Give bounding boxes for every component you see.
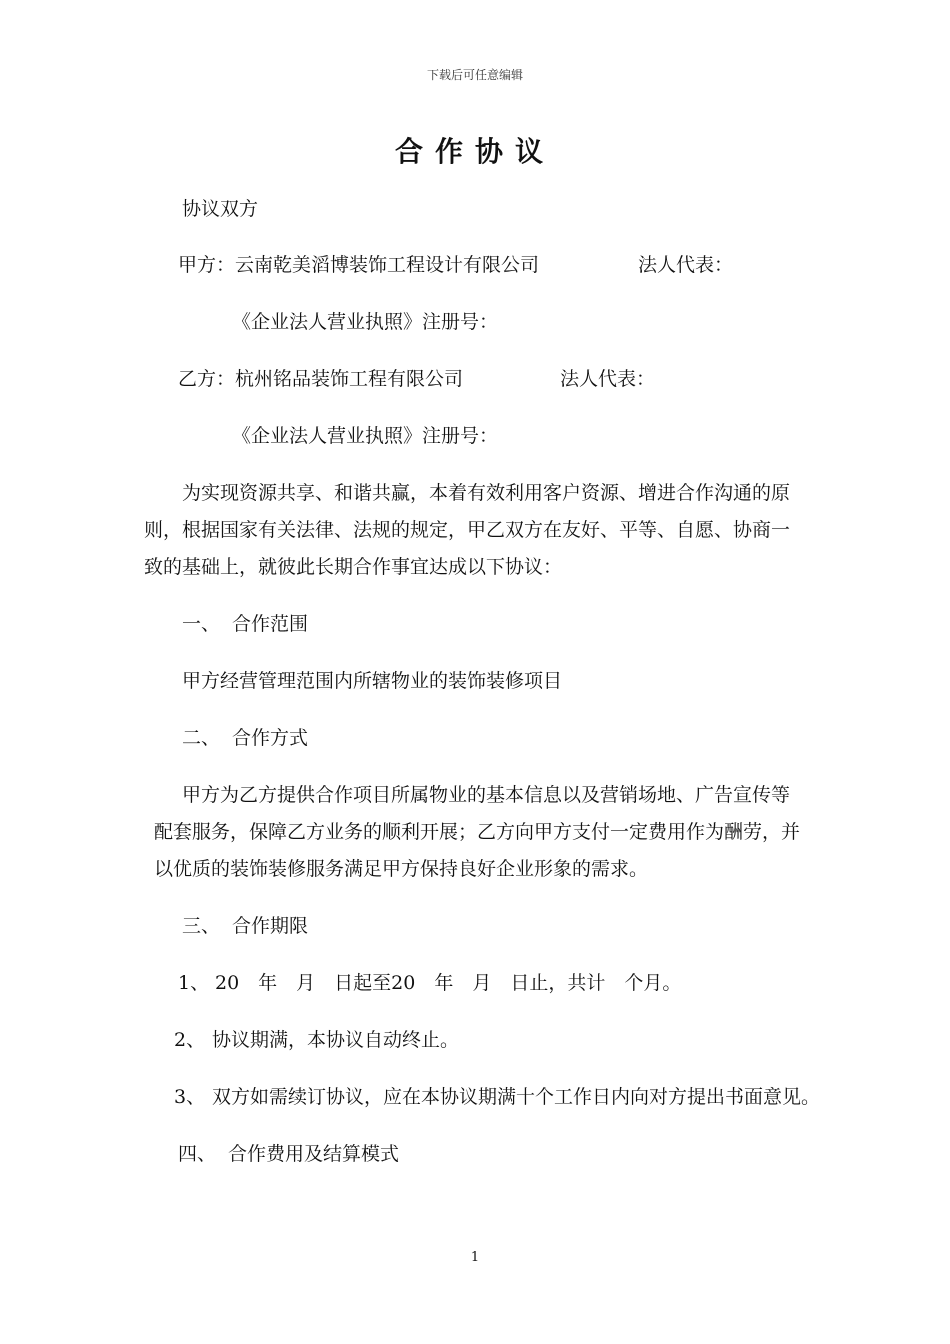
section-1-text: 甲方经营管理范围内所辖物业的装饰装修项目 (182, 670, 563, 692)
parties-heading: 协议双方 (182, 198, 259, 220)
preamble-line: 致的基础上，就彼此长期合作事宜达成以下协议： (144, 556, 563, 578)
party-b-reg-label: 《企业法人营业执照》注册号： (232, 425, 499, 447)
term-item-number: 2、 (174, 1029, 206, 1051)
party-a-name: 甲方：云南乾美滔博装饰工程设计有限公司 (178, 254, 540, 276)
page-number: 1 (470, 1250, 480, 1265)
section-2-line: 以优质的装饰装修服务满足甲方保持良好企业形象的需求。 (154, 858, 649, 880)
term-item-number: 3、 (174, 1086, 206, 1108)
term-item-text: 20 年 月 日起至20 年 月 日止，共计 个月。 (215, 972, 682, 994)
term-item-number: 1、 (178, 972, 210, 994)
header-note: 下载后可任意编辑 (426, 68, 523, 82)
section-1-number: 一、 (182, 613, 221, 635)
section-2-line: 配套服务，保障乙方业务的顺利开展；乙方向甲方支付一定费用作为酬劳，并 (154, 821, 801, 843)
section-4-heading: 合作费用及结算模式 (228, 1143, 400, 1165)
section-3-heading: 合作期限 (232, 915, 309, 937)
section-3-number: 三、 (182, 915, 221, 937)
term-item-text: 双方如需续订协议，应在本协议期满十个工作日内向对方提出书面意见。 (212, 1086, 821, 1108)
section-2-number: 二、 (182, 727, 221, 749)
preamble-line: 则，根据国家有关法律、法规的规定，甲乙双方在友好、平等、自愿、协商一 (144, 519, 791, 541)
section-2-line: 甲方为乙方提供合作项目所属物业的基本信息以及营销场地、广告宣传等 (182, 784, 791, 806)
section-1-heading: 合作范围 (232, 613, 309, 635)
section-4-number: 四、 (178, 1143, 217, 1165)
party-a-reg-label: 《企业法人营业执照》注册号： (232, 311, 499, 333)
party-b-name: 乙方：杭州铭品装饰工程有限公司 (178, 368, 464, 390)
section-2-heading: 合作方式 (232, 727, 309, 749)
party-a-rep-label: 法人代表： (638, 254, 734, 276)
document-title: 合作协议 (394, 135, 555, 168)
term-item-text: 协议期满，本协议自动终止。 (212, 1029, 460, 1051)
preamble-line: 为实现资源共享、和谐共赢，本着有效利用客户资源、增进合作沟通的原 (182, 482, 791, 504)
party-b-rep-label: 法人代表： (560, 368, 656, 390)
